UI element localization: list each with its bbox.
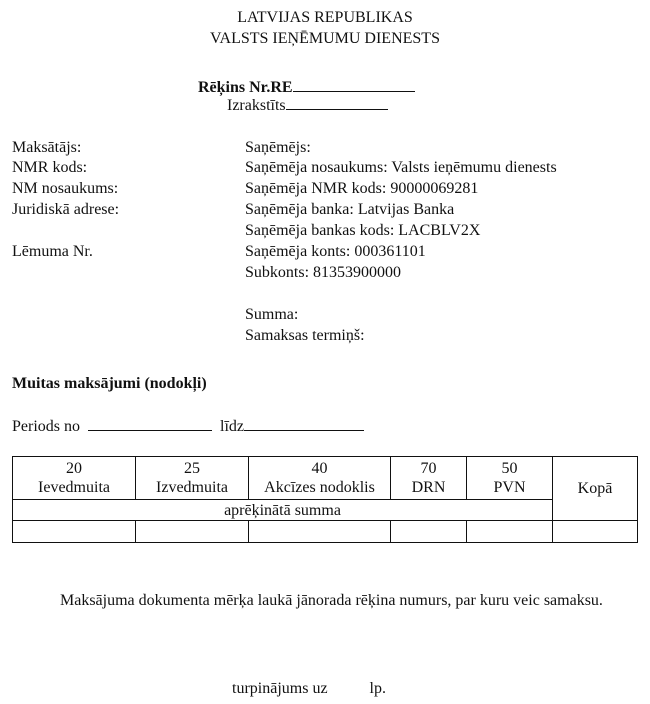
col-header-import: 20 Ievedmuita	[13, 457, 136, 500]
invoice-number-line	[293, 77, 415, 92]
value-cell-export[interactable]	[136, 521, 249, 543]
col-header-excise: 40 Akcīzes nodoklis	[249, 457, 391, 500]
recipient-nmr: Saņēmēja NMR kods: 90000069281	[245, 180, 479, 197]
header-line2: VALSTS IEŅĒMUMU DIENESTS	[210, 30, 440, 47]
period-from-line	[88, 416, 212, 431]
issued-date-line	[286, 95, 388, 110]
payments-table	[12, 456, 638, 543]
value-cell-import[interactable]	[13, 521, 136, 543]
amount-label: Summa:	[245, 306, 299, 323]
col-header-drn: 70 DRN	[391, 457, 467, 500]
issued-row	[227, 95, 388, 116]
calculated-sum-label: aprēķinātā summa	[13, 500, 553, 521]
page-abbr: lp.	[369, 680, 386, 697]
header-line1: LATVIJAS REPUBLIKAS	[237, 9, 413, 26]
payer-label: Maksātājs:	[12, 139, 82, 156]
due-label: Samaksas termiņš:	[245, 327, 365, 344]
value-cell-total[interactable]	[553, 521, 638, 543]
continued-label: turpinājums uz	[232, 680, 328, 697]
col-header-vat: 50 PVN	[467, 457, 553, 500]
recipient-label: Saņēmējs:	[245, 139, 311, 156]
recipient-account: Saņēmēja konts: 000361101	[245, 243, 426, 260]
table-value-row	[13, 521, 638, 543]
table-calculated-row	[13, 500, 638, 521]
customs-heading: Muitas maksājumi (nodokļi)	[12, 375, 207, 392]
period-from-label: Periods no	[12, 418, 80, 435]
footer-row	[232, 679, 386, 699]
col-header-export: 25 Izvedmuita	[136, 457, 249, 500]
issued-label: Izrakstīts	[227, 97, 286, 114]
invoice-title: Rēķins Nr.RE	[198, 79, 293, 96]
payment-note: Maksājuma dokumenta mērķa laukā jānorada rēķina numurs, par kuru veic samaksu.	[60, 592, 603, 609]
value-cell-drn[interactable]	[391, 521, 467, 543]
period-to-line	[244, 416, 364, 431]
value-cell-vat[interactable]	[467, 521, 553, 543]
col-header-total: Kopā	[553, 457, 638, 521]
period-to-label: līdz	[220, 418, 244, 435]
recipient-bank: Saņēmēja banka: Latvijas Banka	[245, 201, 455, 218]
nm-name-label: NM nosaukums:	[12, 180, 119, 197]
decision-label: Lēmuma Nr.	[12, 243, 93, 260]
period-row	[12, 416, 364, 437]
legal-address-label: Juridiskā adrese:	[12, 201, 120, 218]
recipient-name: Saņēmēja nosaukums: Valsts ieņēmumu dienests	[245, 159, 557, 176]
recipient-subaccount: Subkonts: 81353900000	[245, 264, 402, 281]
recipient-bank-code: Saņēmēja bankas kods: LACBLV2X	[245, 222, 481, 239]
table-header-row	[13, 457, 638, 500]
value-cell-excise[interactable]	[249, 521, 391, 543]
nmr-label: NMR kods:	[12, 159, 88, 176]
